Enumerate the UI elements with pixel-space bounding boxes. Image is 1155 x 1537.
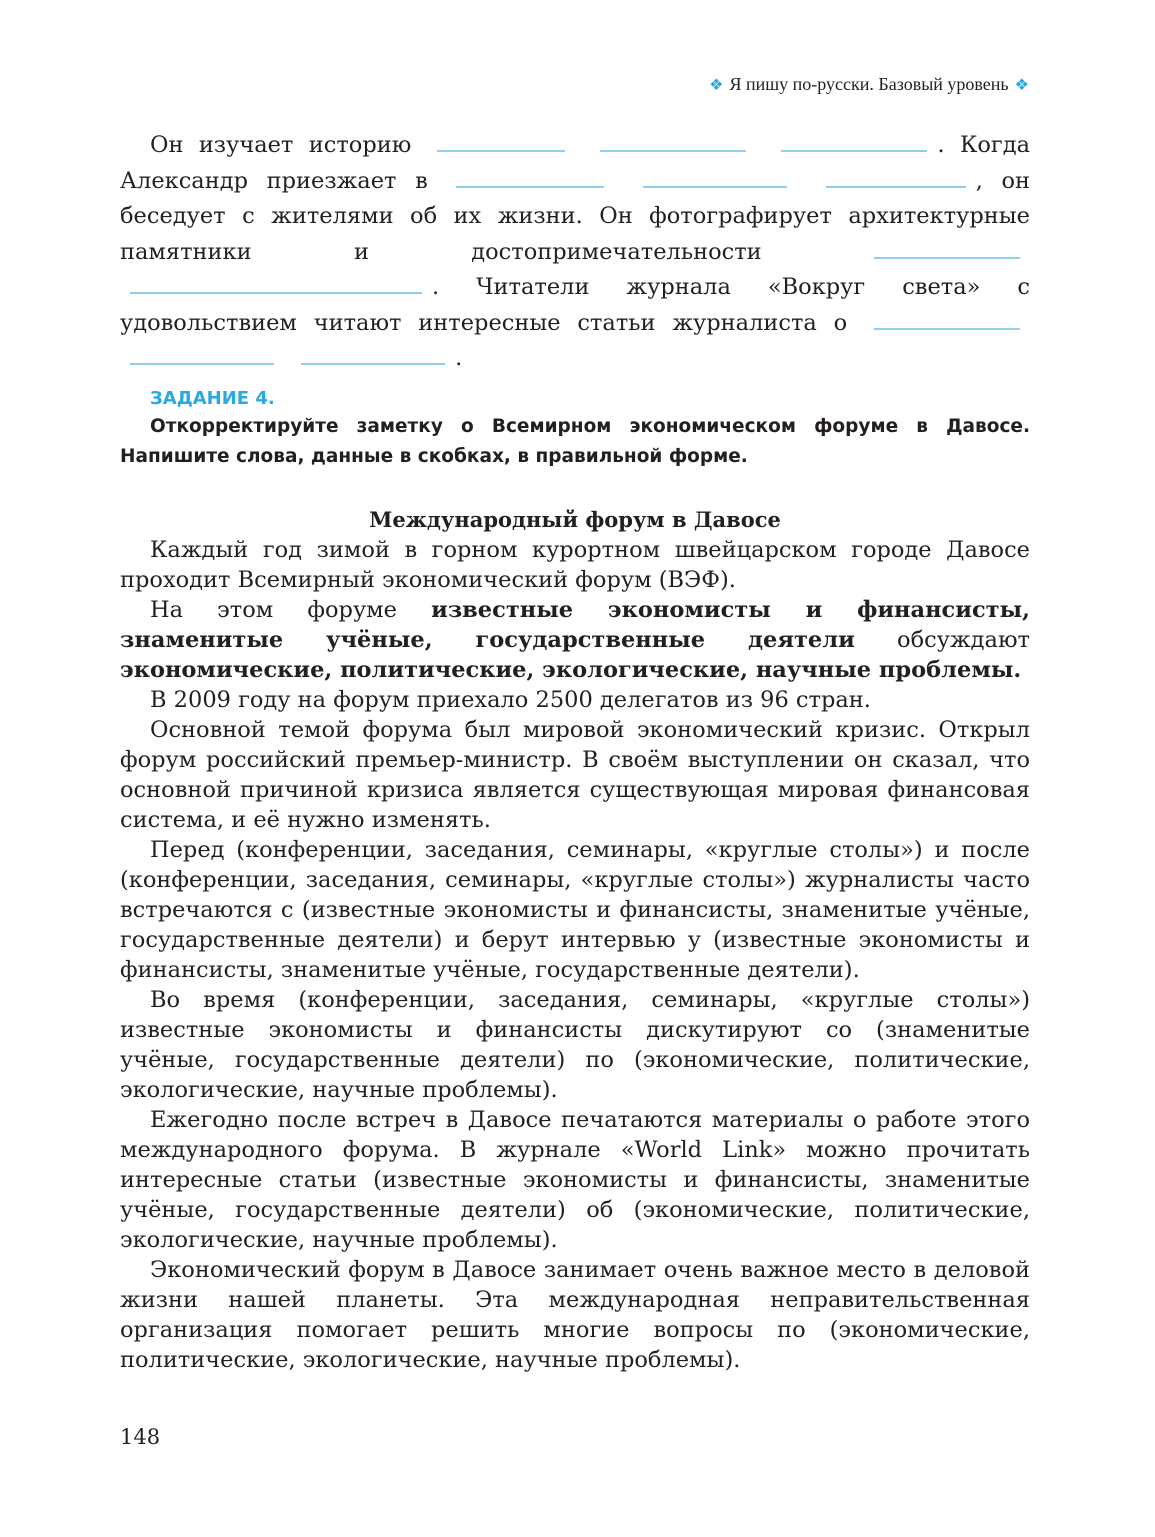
answer-blank[interactable]: [826, 166, 966, 188]
intro-text-4: . Читатели журнала «Вокруг света» с удовольствием читают интересные статьи журналиста о: [120, 274, 1030, 336]
answer-blank[interactable]: [437, 130, 565, 152]
article-paragraph: Перед (конференции, заседания, семинары, «круглые столы») и после (конференции, заседания, семинары, «круглые столы») журналисты часто встречаются с (известные экономисты и финансисты, знаменитые учёные, государственные деятели) и берут интервью у (известные экономисты и финансисты, знаменитые учёные, государственные деятели).: [120, 837, 1030, 983]
answer-blank[interactable]: [781, 130, 927, 152]
paragraph-text: На этом форуме: [150, 597, 432, 623]
intro-text-2: . Когда Александр приезжает в: [120, 132, 1030, 194]
article-paragraph: Ежегодно после встреч в Давосе печатаются материалы о работе этого международного форума. В журнале «World Link» можно прочитать интересные статьи (известные экономисты и финансисты, знаменитые учёные, государственные деятели) об (экономические, политические, экологические, научные проблемы).: [120, 1107, 1030, 1253]
bold-phrase: экономические, политические, экологические, научные проблемы.: [120, 657, 1022, 683]
answer-blank[interactable]: [130, 343, 274, 365]
article-paragraph: Каждый год зимой в горном курортном швейцарском городе Давосе проходит Всемирный экономический форум (ВЭФ).: [120, 537, 1030, 593]
task-title: ЗАДАНИЕ 4.: [150, 388, 275, 409]
answer-blank[interactable]: [600, 130, 746, 152]
answer-blank[interactable]: [301, 343, 445, 365]
header-title: Я пишу по-русски. Базовый уровень: [729, 74, 1009, 94]
intro-text-3: , он беседует с жителями об их жизни. Он фотографирует архитектурные памятники и достопримечательности: [120, 167, 1031, 265]
task-block: [120, 386, 1030, 472]
article: [120, 505, 1030, 1375]
answer-blank[interactable]: [874, 237, 1020, 259]
intro-text-5: .: [455, 345, 463, 371]
page-number: 148: [120, 1425, 161, 1449]
intro-text-1: Он изучает историю: [150, 132, 412, 158]
article-paragraph: [120, 595, 1030, 685]
task-instructions: Откорректируйте заметку о Всемирном экономическом форуме в Давосе. Напишите слова, данные в скобках, в правильной форме.: [120, 416, 1030, 467]
article-paragraph: Экономический форум в Давосе занимает очень важное место в деловой жизни нашей планеты. Эта международная неправительственная организация помогает решить многие вопросы по (экономические, политические, экологические, научные проблемы).: [120, 1257, 1030, 1373]
intro-paragraph: [120, 128, 1030, 377]
answer-blank[interactable]: [456, 166, 604, 188]
running-header: [709, 74, 1029, 95]
article-paragraph: Основной темой форума был мировой экономический кризис. Открыл форум российский премьер-министр. В своём выступлении он сказал, что основной причиной кризиса является существующая мировая финансовая система, и её нужно изменять.: [120, 717, 1030, 833]
answer-blank[interactable]: [130, 272, 422, 294]
answer-blank[interactable]: [643, 166, 787, 188]
bullet-icon: ❖: [709, 76, 724, 94]
article-title: Международный форум в Давосе: [369, 507, 781, 532]
bold-phrase: известные экономисты и финансисты, знаменитые учёные, государственные деятели: [120, 597, 1030, 653]
bullet-icon: ❖: [1014, 76, 1029, 94]
answer-blank[interactable]: [874, 308, 1020, 330]
paragraph-text: обсуждают: [854, 627, 1030, 653]
article-paragraph: Во время (конференции, заседания, семинары, «круглые столы») известные экономисты и финансисты дискутируют со (знаменитые учёные, государственные деятели) по (экономические, политические, экологические, научные проблемы).: [120, 987, 1030, 1103]
article-paragraph: В 2009 году на форум приехало 2500 делегатов из 96 стран.: [150, 687, 871, 713]
